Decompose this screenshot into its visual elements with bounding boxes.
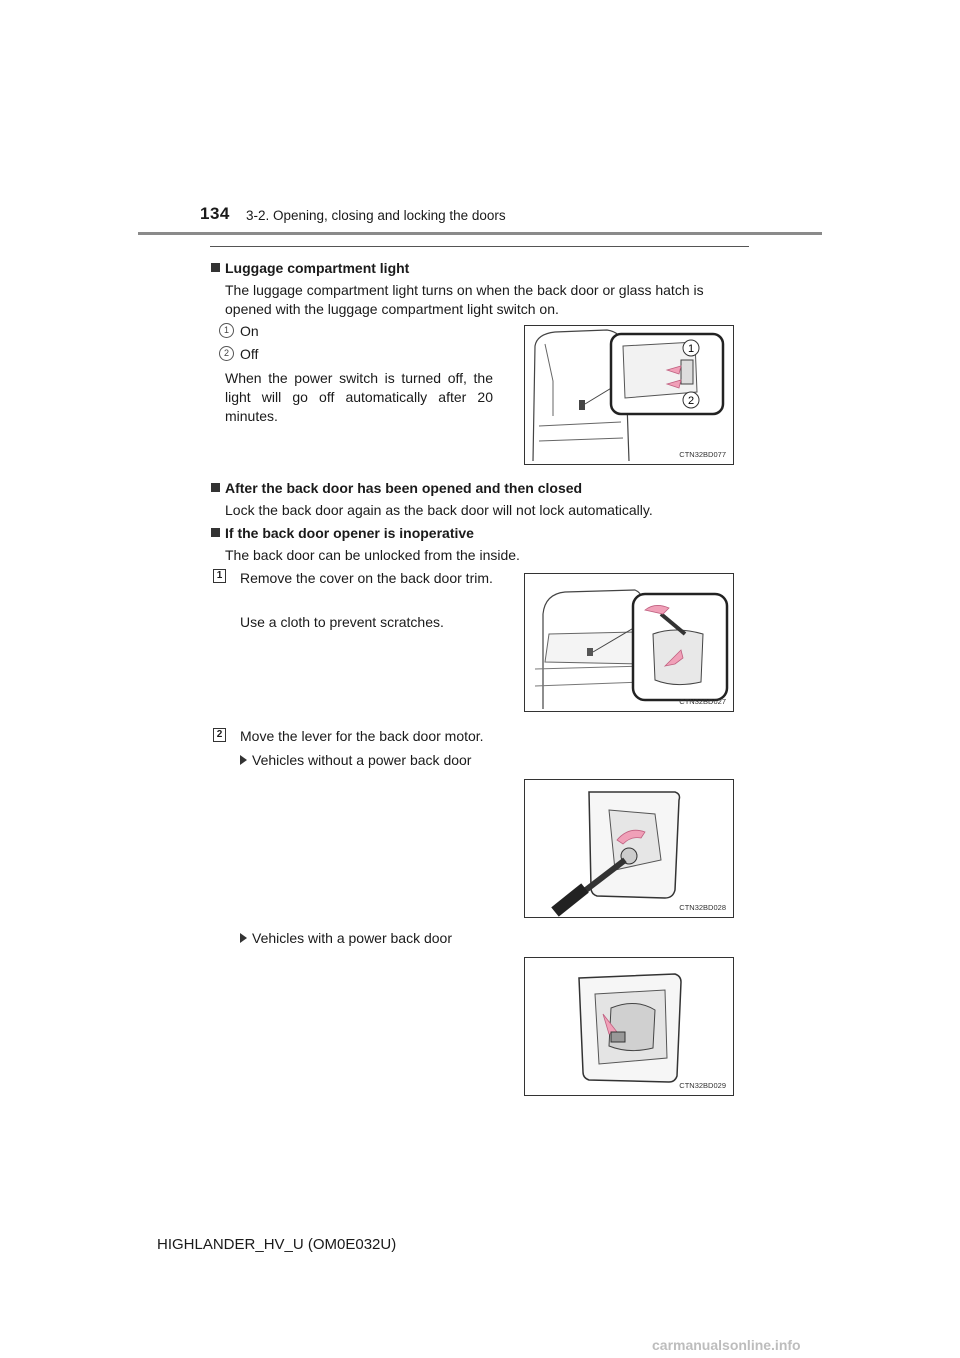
variant-with-power-door: Vehicles with a power back door (240, 929, 452, 948)
step2-text: Move the lever for the back door motor. (240, 728, 484, 744)
figure-luggage-light-switch (524, 325, 734, 465)
heading-after-closed: After the back door has been opened and then closed (211, 480, 582, 496)
header-rule (138, 232, 822, 235)
step-number-1: 1 (213, 569, 226, 583)
page-number: 134 (200, 204, 230, 223)
figure-lever-power-door (524, 957, 734, 1096)
after-closed-body: Lock the back door again as the back door will not lock automatically. (225, 502, 653, 518)
luggage-light-body: The luggage compartment light turns on when the back door or glass hatch is opened with the luggage compartment light switch on. (225, 282, 704, 317)
bullet-square-icon (211, 263, 220, 272)
section-title: 3-2. Opening, closing and locking the doors (246, 208, 506, 223)
triangle-bullet-icon (240, 933, 247, 943)
figure-code: CTN32BD029 (679, 1081, 726, 1090)
figure-code: CTN32BD027 (679, 697, 726, 706)
callout-1: 1 (687, 343, 695, 355)
step1-text: Remove the cover on the back door trim. (240, 570, 493, 586)
callout-2: 2 (687, 395, 695, 407)
figure-remove-cover (524, 573, 734, 712)
footer-model: HIGHLANDER_HV_U (OM0E032U) (157, 1236, 397, 1253)
figure-code: CTN32BD077 (679, 450, 726, 459)
step1-note: Use a cloth to prevent scratches. (240, 614, 444, 630)
item-label-on: On (240, 323, 259, 339)
bullet-square-icon (211, 528, 220, 537)
lever-no-power-door-illustration (525, 780, 733, 917)
opener-inoperative-body: The back door can be unlocked from the inside. (225, 547, 520, 563)
figure-code: CTN32BD028 (679, 903, 726, 912)
item-number-2: 2 (219, 346, 234, 361)
lever-power-door-illustration (525, 958, 733, 1095)
luggage-light-note: When the power switch is turned off, the light will go off automatically after 20 minutes. (225, 370, 493, 424)
content-rule (210, 246, 749, 247)
item-number-1: 1 (219, 323, 234, 338)
luggage-light-illustration (525, 326, 733, 464)
variant-without-power-door: Vehicles without a power back door (240, 751, 471, 770)
watermark: carmanualsonline.info (652, 1337, 801, 1353)
triangle-bullet-icon (240, 755, 247, 765)
bullet-square-icon (211, 483, 220, 492)
figure-lever-no-power-door (524, 779, 734, 918)
item-label-off: Off (240, 346, 259, 362)
step-number-2: 2 (213, 728, 226, 742)
heading-luggage-light: Luggage compartment light (211, 260, 409, 276)
heading-opener-inoperative: If the back door opener is inoperative (211, 525, 474, 541)
remove-cover-illustration (525, 574, 733, 711)
